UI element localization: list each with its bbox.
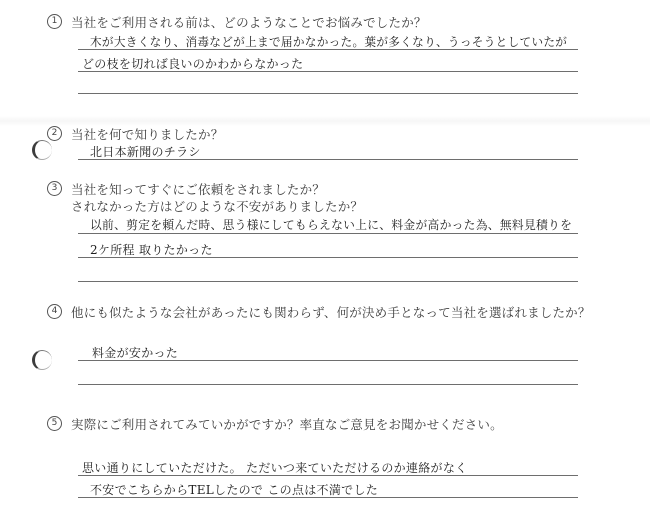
- question-number-4: 4: [47, 304, 62, 319]
- answer-rule: [78, 49, 578, 50]
- answer-rule: [78, 384, 578, 385]
- punch-hole-bottom: [32, 350, 52, 370]
- question-number-5: 5: [47, 416, 62, 431]
- question-number-2: 2: [47, 126, 62, 141]
- question-5-text: 実際にご利用されてみていかがですか？率直なご意見をお聞かせください。: [71, 417, 503, 432]
- answer-rule: [78, 475, 578, 476]
- answer-rule: [78, 71, 578, 72]
- question-number-1: 1: [47, 14, 62, 29]
- punch-hole-top: [32, 140, 52, 160]
- answer-5-line-1: 思い通りにしていただけた。 ただいつ来ていただけるのか連絡がなく: [82, 461, 468, 475]
- answer-rule: [78, 497, 578, 498]
- answer-rule: [78, 159, 578, 160]
- question-3-text-line-1: 当社を知ってすぐにご依頼をされましたか？: [71, 182, 326, 197]
- answer-rule: [78, 281, 578, 282]
- answer-rule: [78, 93, 578, 94]
- question-4-text: 他にも似たような会社があったにも関わらず、何が決め手となって当社を選ばれましたか？: [71, 305, 591, 320]
- answer-1-line-2: どの枝を切れば良いのかわからなかった: [82, 57, 304, 71]
- answer-1-line-1: 木が大きくなり、消毒などが上まで届かなかった。葉が多くなり、うっそうとしていたが: [90, 35, 568, 49]
- answer-rule: [78, 360, 578, 361]
- question-2-text: 当社を何で知りましたか？: [71, 127, 224, 142]
- question-1-text: 当社をご利用される前は、どのようなことでお悩みでしたか？: [71, 15, 427, 30]
- question-number-3: 3: [47, 181, 62, 196]
- answer-4-line-1: 料金が安かった: [92, 346, 179, 360]
- answer-rule: [78, 257, 578, 258]
- answer-5-line-2: 不安でこちらからTELしたので この点は不満でした: [90, 483, 379, 497]
- answer-3-line-1: 以前、剪定を頼んだ時、思う様にしてもらえない上に、料金が高かった為、無料見積りを: [90, 218, 573, 232]
- answer-3-line-2: 2ケ所程 取りたかった: [90, 243, 213, 257]
- question-3-text-line-2: されなかった方はどのような不安がありましたか？: [71, 199, 364, 214]
- answer-2-line-1: 北日本新聞のチラシ: [90, 145, 201, 159]
- answer-rule: [78, 233, 578, 234]
